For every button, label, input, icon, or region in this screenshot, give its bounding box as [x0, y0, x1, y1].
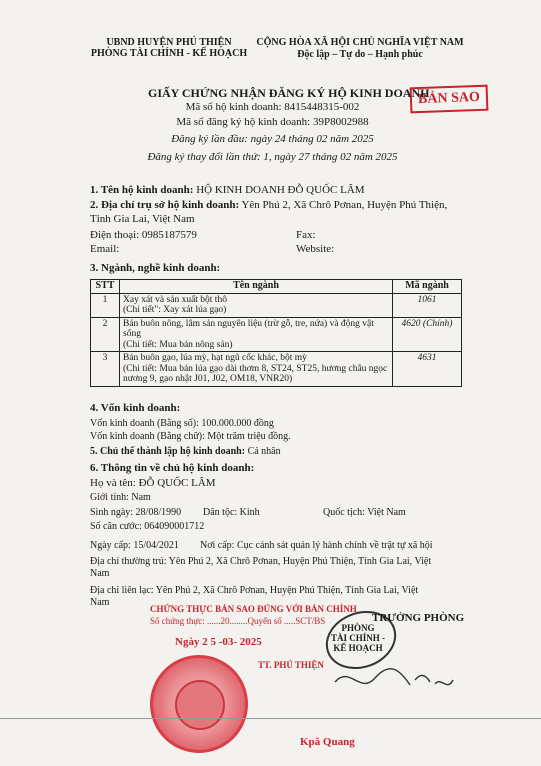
department-name: PHÒNG TÀI CHÍNH - KẾ HOẠCH — [90, 48, 248, 59]
country-header: CỘNG HÒA XÃ HỘI CHỦ NGHĨA VIỆT NAM — [256, 37, 464, 48]
header-stt: STT — [91, 280, 120, 294]
business-lines-table — [90, 279, 462, 387]
department-stamp-text-1: PHÒNG — [341, 623, 375, 633]
registration-code: Mã số đăng ký hộ kinh doanh: 39P8002988 — [176, 116, 369, 128]
website: Website: — [296, 243, 335, 255]
table-row — [91, 352, 462, 387]
contact-address: Địa chỉ liên lạc: Yên Phú 2, Xã Chrô Pơnan, Huyện Phú Thiện, Tỉnh Gia Lai, Việt — [90, 585, 419, 596]
ethnicity: Dân tộc: Kinh — [203, 507, 260, 518]
section-3-label: 3. Ngành, nghề kinh doanh: — [90, 262, 221, 274]
section-2 — [90, 199, 447, 211]
row-name: Bán buôn gạo, lúa mỳ, hạt ngũ cốc khác, bột mỳ (Chi tiết: Mua bán lúa gạo dài thơm 8, ST24, ST25, hương châu ngọc nương 9, gạo nhật J01, J02, OM18, VNR20) — [120, 352, 393, 387]
row-stt: 1 — [91, 293, 120, 317]
fax: Fax: — [296, 229, 316, 241]
permanent-address-line-2: Nam — [90, 568, 110, 579]
table-row — [91, 317, 462, 352]
address-line-2: Tỉnh Gia Lai, Việt Nam — [90, 213, 195, 225]
section-5 — [90, 446, 281, 457]
change-registration: Đăng ký thay đổi lần thứ: 1, ngày 27 tháng 02 năm 2025 — [147, 151, 398, 163]
row-stt: 2 — [91, 317, 120, 352]
owner-name: Họ và tên: ĐỖ QUỐC LÂM — [90, 477, 216, 489]
phone: Điện thoại: 0985187579 — [90, 229, 197, 241]
business-code: Mã số hộ kinh doanh: 8415448315-002 — [185, 101, 360, 113]
contact-address-line-2: Nam — [90, 597, 110, 608]
official-seal — [150, 655, 248, 753]
section-1-label: 1. Tên hộ kinh doanh: — [90, 184, 194, 196]
department-stamp-text-2: TÀI CHÍNH - — [330, 633, 385, 643]
copy-stamp: BẢN SAO — [410, 85, 489, 114]
agency-name: UBND HUYỆN PHÚ THIỆN — [106, 37, 232, 48]
section-2-label: 2. Địa chỉ trụ sở hộ kinh doanh: — [90, 199, 240, 211]
section-6-label: 6. Thông tin về chủ hộ kinh doanh: — [90, 462, 255, 474]
nationality: Quốc tịch: Việt Nam — [323, 507, 406, 518]
table-header-row — [91, 280, 462, 294]
capital-numeric: Vốn kinh doanh (Bằng số): 100.000.000 đồng — [90, 418, 274, 429]
section-4-label: 4. Vốn kinh doanh: — [90, 402, 181, 414]
header-code: Mã ngành — [393, 280, 462, 294]
table-row — [91, 293, 462, 317]
department-stamp-text-3: KẾ HOẠCH — [333, 643, 383, 653]
page-fold-line — [0, 718, 541, 719]
address: Yên Phú 2, Xã Chrô Pơnan, Huyện Phú Thiện, — [239, 199, 448, 211]
row-code: 1061 — [393, 293, 462, 317]
certify-title: CHỨNG THỰC BẢN SAO ĐÚNG VỚI BẢN CHÍNH — [150, 604, 357, 614]
section-5-label: 5. Chủ thể thành lập hộ kinh doanh: — [90, 446, 246, 457]
signer-name: Kpă Quang — [300, 736, 355, 748]
date-of-birth: Sinh ngày: 28/08/1990 — [90, 507, 182, 518]
document-title: GIẤY CHỨNG NHẬN ĐĂNG KÝ HỘ KINH DOANH — [148, 86, 430, 100]
gender: Giới tính: Nam — [90, 492, 151, 503]
row-stt: 3 — [91, 352, 120, 387]
email: Email: — [90, 243, 120, 255]
first-registration: Đăng ký lần đầu: ngày 24 tháng 02 năm 2025 — [171, 133, 374, 145]
id-number: Số căn cước: 064090001712 — [90, 521, 205, 532]
row-name: Bán buôn nông, lâm sản nguyên liệu (trừ gỗ, tre, nứa) và động vật sống (Chi tiết: Mua bán nông sản) — [120, 317, 393, 352]
founder-type: Cá nhân — [245, 446, 281, 457]
capital-words: Vốn kinh doanh (Bằng chữ): Một trăm triệu đồng. — [90, 431, 291, 442]
certify-number: Số chứng thực: ......20........Quyển số .....SCT/BS — [150, 616, 326, 626]
row-code: 4631 — [393, 352, 462, 387]
issue-date: Ngày cấp: 15/04/2021 — [90, 540, 179, 551]
permanent-address: Địa chỉ thường trú: Yên Phú 2, Xã Chrô Pơnan, Huyện Phú Thiện, Tỉnh Gia Lai, Việt — [90, 556, 432, 567]
motto: Độc lập – Tự do – Hạnh phúc — [297, 49, 423, 60]
row-code: 4620 (Chính) — [393, 317, 462, 352]
certify-date: Ngày 2 5 -03- 2025 — [175, 636, 262, 648]
issue-place: Nơi cấp: Cục cảnh sát quản lý hành chính về trật tự xã hội — [200, 540, 433, 551]
signature-title: TRƯỞNG PHÒNG — [372, 612, 465, 624]
handwritten-signature — [330, 660, 480, 700]
row-name: Xay xát và sản xuất bột thô (Chi tiết": Xay xát lúa gạo) — [120, 293, 393, 317]
business-name: HỘ KINH DOANH ĐỖ QUỐC LÂM — [193, 184, 365, 196]
certify-authority: TT. PHÚ THIỆN — [258, 660, 324, 670]
header-name: Tên ngành — [120, 280, 393, 294]
section-1 — [90, 184, 365, 196]
